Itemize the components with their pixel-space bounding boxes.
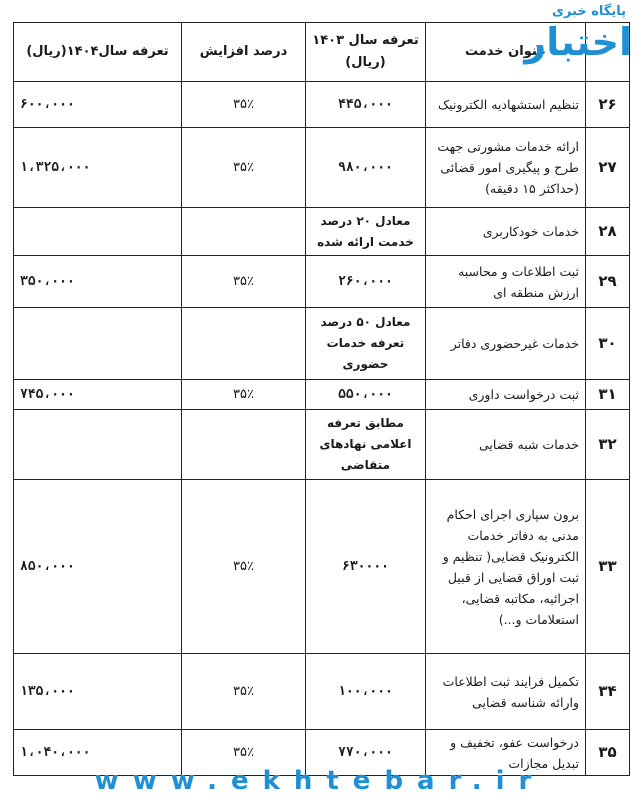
table-row bbox=[14, 256, 630, 308]
row-increase: ۳۵٪ bbox=[182, 380, 306, 410]
row-tariff-1404: ۳۵۰،۰۰۰ bbox=[14, 256, 182, 308]
row-tariff-1403: ۱۰۰،۰۰۰ bbox=[306, 654, 426, 730]
row-title: خدمات شبه قضایی bbox=[426, 410, 586, 480]
table-row bbox=[14, 208, 630, 256]
row-title: درخواست عفو، تخفیف و تبدیل مجازات bbox=[426, 730, 586, 776]
row-tariff-1403: معادل ۲۰ درصد خدمت ارائه شده bbox=[306, 208, 426, 256]
row-increase bbox=[182, 410, 306, 480]
row-tariff-1404 bbox=[14, 208, 182, 256]
row-increase: ۳۵٪ bbox=[182, 82, 306, 128]
row-title: برون سپاری اجرای احکام مدنی به دفاتر خدمات الکترونیک قضایی( تنظیم و ثبت اوراق قضایی از قبیل اجرائیه، مکاتبه قضایی، استعلامات و...) bbox=[426, 480, 586, 654]
row-title: ثبت درخواست داوری bbox=[426, 380, 586, 410]
row-tariff-1404: ۶۰۰،۰۰۰ bbox=[14, 82, 182, 128]
row-tariff-1403: مطابق تعرفه اعلامی نهادهای متقاضی bbox=[306, 410, 426, 480]
row-title: تکمیل فرایند ثبت اطلاعات وارائه شناسه قضایی bbox=[426, 654, 586, 730]
row-num: ۲۷ bbox=[586, 128, 630, 208]
table-row bbox=[14, 410, 630, 480]
row-num: ۳۴ bbox=[586, 654, 630, 730]
row-increase: ۳۵٪ bbox=[182, 128, 306, 208]
row-increase bbox=[182, 208, 306, 256]
row-tariff-1404 bbox=[14, 308, 182, 380]
row-tariff-1403: ۴۴۵،۰۰۰ bbox=[306, 82, 426, 128]
row-tariff-1403: ۲۶۰،۰۰۰ bbox=[306, 256, 426, 308]
row-num: ۳۵ bbox=[586, 730, 630, 776]
row-tariff-1404: ۷۴۵،۰۰۰ bbox=[14, 380, 182, 410]
row-num: ۳۰ bbox=[586, 308, 630, 380]
row-tariff-1403: ۹۸۰،۰۰۰ bbox=[306, 128, 426, 208]
row-tariff-1403: ۶۳۰۰۰۰ bbox=[306, 480, 426, 654]
row-num: ۳۳ bbox=[586, 480, 630, 654]
row-num: ۲۶ bbox=[586, 82, 630, 128]
row-tariff-1404 bbox=[14, 410, 182, 480]
header-tariff-1404: تعرفه سال۱۴۰۴(ریال) bbox=[14, 23, 182, 82]
row-increase: ۳۵٪ bbox=[182, 654, 306, 730]
header-title: عنوان خدمت bbox=[426, 23, 586, 82]
row-tariff-1404: ۱۳۵،۰۰۰ bbox=[14, 654, 182, 730]
row-num: ۳۱ bbox=[586, 380, 630, 410]
table-row bbox=[14, 654, 630, 730]
row-num: ۲۸ bbox=[586, 208, 630, 256]
row-tariff-1403: ۵۵۰،۰۰۰ bbox=[306, 380, 426, 410]
header-tariff-1403: تعرفه سال ۱۴۰۳ (ریال) bbox=[306, 23, 426, 82]
row-num: ۳۲ bbox=[586, 410, 630, 480]
row-increase bbox=[182, 308, 306, 380]
row-tariff-1403: معادل ۵۰ درصد تعرفه خدمات حضوری bbox=[306, 308, 426, 380]
row-title: تنظیم استشهادیه الکترونیک bbox=[426, 82, 586, 128]
table-row bbox=[14, 128, 630, 208]
table-row bbox=[14, 82, 630, 128]
table-row bbox=[14, 480, 630, 654]
row-tariff-1404: ۸۵۰،۰۰۰ bbox=[14, 480, 182, 654]
row-increase: ۳۵٪ bbox=[182, 256, 306, 308]
tariff-table bbox=[13, 22, 630, 776]
table-row bbox=[14, 308, 630, 380]
row-title: ثبت اطلاعات و محاسبه ارزش منطقه ای bbox=[426, 256, 586, 308]
header-increase: درصد افزایش bbox=[182, 23, 306, 82]
brand-logo bbox=[512, 4, 632, 74]
row-title: خدمات خودکاربری bbox=[426, 208, 586, 256]
row-title: خدمات غیرحضوری دفاتر bbox=[426, 308, 586, 380]
row-tariff-1404: ۱،۳۲۵،۰۰۰ bbox=[14, 128, 182, 208]
row-tariff-1403: ۷۷۰،۰۰۰ bbox=[306, 730, 426, 776]
site-watermark: www.ekhtebar.ir bbox=[94, 766, 546, 796]
row-increase: ۳۵٪ bbox=[182, 480, 306, 654]
row-tariff-1404: ۱،۰۴۰،۰۰۰ bbox=[14, 730, 182, 776]
row-title: ارائه خدمات مشورتی جهت طرح و پیگیری امور قضائی (حداکثر ۱۵ دقیقه) bbox=[426, 128, 586, 208]
brand-tagline: پایگاه خبری bbox=[552, 4, 626, 19]
brand-name: اختبار bbox=[524, 20, 632, 64]
table-row bbox=[14, 380, 630, 410]
row-num: ۲۹ bbox=[586, 256, 630, 308]
row-increase: ۳۵٪ bbox=[182, 730, 306, 776]
